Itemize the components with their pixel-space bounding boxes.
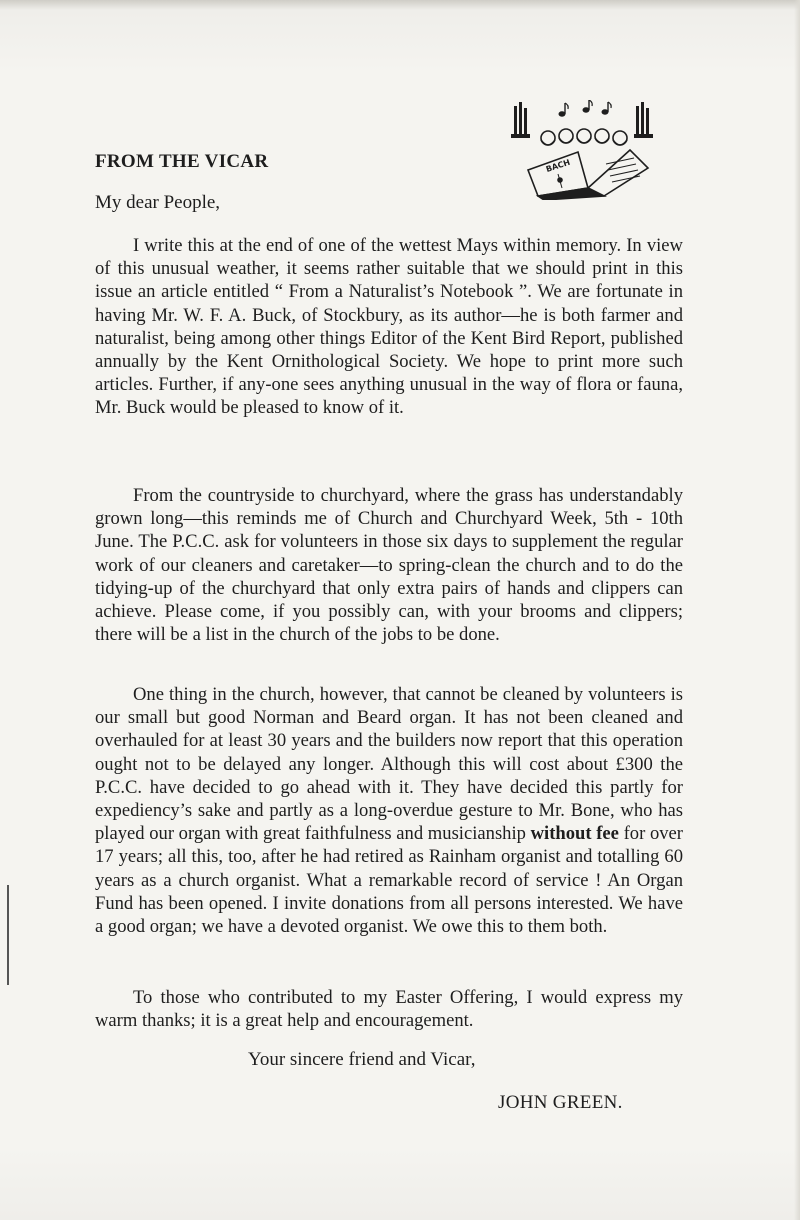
letter-heading: FROM THE VICAR (95, 151, 269, 172)
binding-mark (7, 885, 9, 985)
emphasis-without-fee: without fee (530, 823, 619, 845)
paragraph-text: for over 17 years; all this, too, after he had retired as Rainham organist and totalling 60 years as a church organist. What a remarkable record of service ! An Organ Fund has been opened. I invite donations from all persons interested. We have a good organ; we have a devoted organist. We owe this to them both. (95, 823, 683, 938)
letter-closing: Your sincere friend and Vicar, (248, 1049, 476, 1070)
book-label: BACH (544, 157, 572, 174)
organ-pipes-right-icon (634, 102, 653, 138)
paragraph-text: To those who contributed to my Easter Offering, I would express my warm thanks; it is a great help and encouragement. (95, 987, 683, 1032)
choir-heads-icon (541, 129, 627, 145)
letter-signature: JOHN GREEN. (498, 1092, 623, 1113)
open-music-book-icon (528, 150, 648, 200)
letter-paragraph-4 (95, 986, 683, 1032)
letter-salutation: My dear People, (95, 192, 221, 213)
page-top-shadow (0, 0, 800, 10)
paragraph-text: I write this at the end of one of the wettest Mays within memory. In view of this unusual weather, it seems rather suitable that we should print in this issue an article entitled “ From a Naturalist’s Notebook ”. We are fortunate in having Mr. W. F. A. Buck, of Stockbury, as its author—he is both farmer and naturalist, being among other things Editor of the Kent Bird Report, published annually by the Kent Ornithological Society. We hope to print more such articles. Further, if any-one sees anything unusual in the way of flora or fauna, Mr. Buck would be pleased to know of it. (95, 235, 683, 419)
choir-singers-music-book-icon (508, 100, 658, 200)
letter-paragraph-3 (95, 683, 683, 938)
music-notes-icon (559, 100, 611, 116)
organ-pipes-left-icon (511, 102, 530, 138)
letter-paragraph-2 (95, 484, 683, 646)
paragraph-text: One thing in the church, however, that cannot be cleaned by volunteers is our small but good Norman and Beard organ. It has not been cleaned and overhauled for at least 30 years and the builders now report that this operation ought not to be delayed any longer. Although this will cost about £300 the P.C.C. have decided to go ahead with it. They have decided this partly for expediency’s sake and partly as a long-overdue gesture to Mr. Bone, who has played our organ with great faithfulness and musicianship (95, 684, 683, 845)
page-edge-shadow (794, 0, 800, 1220)
letter-paragraph-1 (95, 234, 683, 420)
paragraph-text: From the countryside to churchyard, where the grass has understandably grown long—this reminds me of Church and Churchyard Week, 5th - 10th June. The P.C.C. ask for volunteers in those six days to supplement the regular work of our cleaners and caretaker—to spring-clean the church and to do the tidying-up of the churchyard that only extra pairs of hands and clippers can achieve. Please come, if you possibly can, with your brooms and clippers; there will be a list in the church of the jobs to be done. (95, 485, 683, 646)
